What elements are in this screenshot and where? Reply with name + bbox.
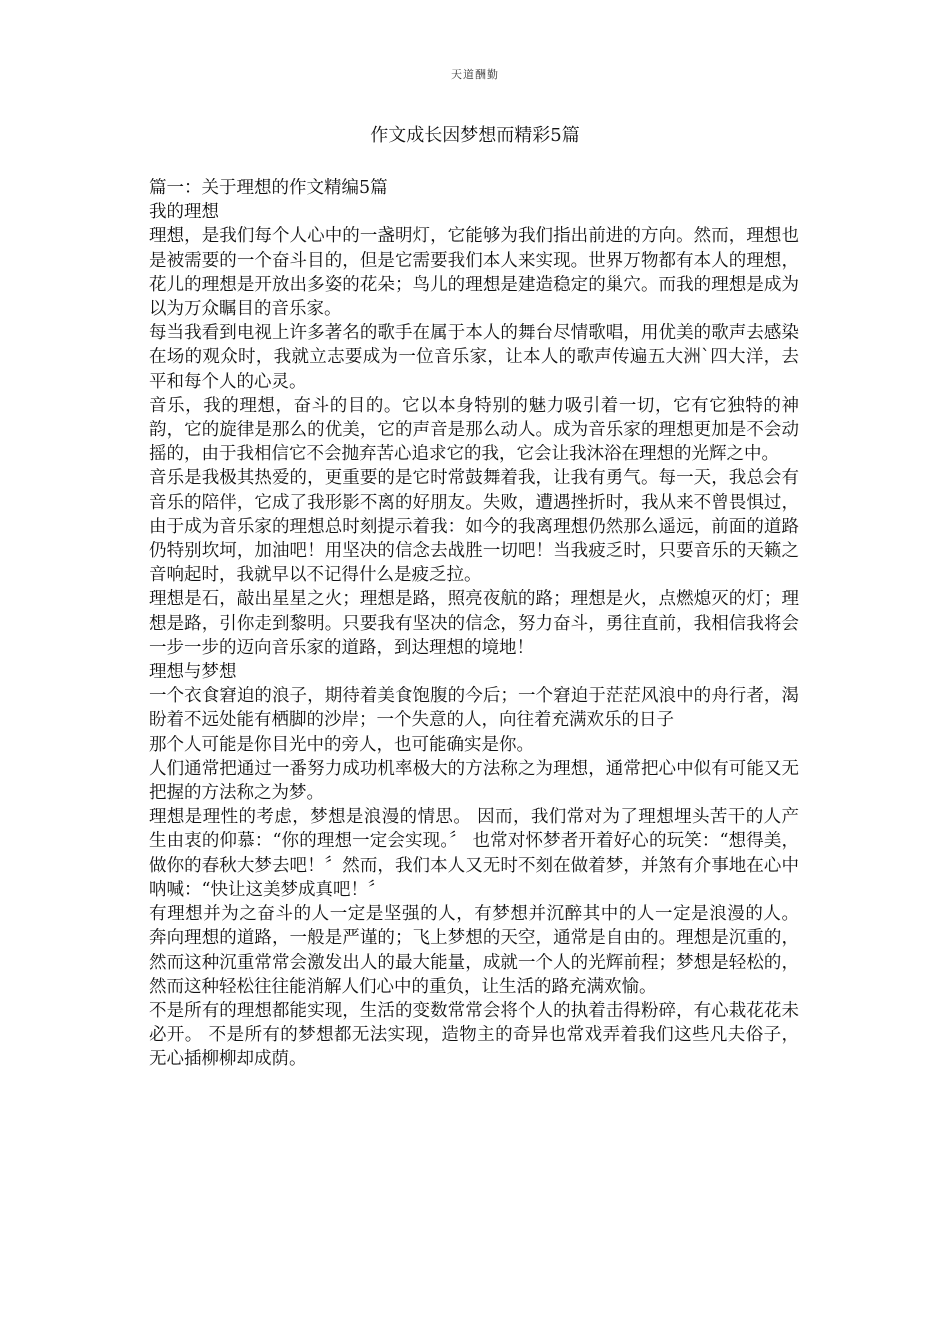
paragraph: 一个衣食窘迫的浪子，期待着美食饱腹的今后；一个窘迫于茫茫风浪中的舟行者，渴盼着不远处能有栖脚的沙岸；一个失意的人，向往着充满欢乐的日子	[149, 686, 799, 731]
paragraph: 那个人可能是你目光中的旁人，也可能确实是你。	[149, 734, 534, 755]
paragraph: 理想，是我们每个人心中的一盏明灯，它能够为我们指出前进的方向。然而，理想也是被需要的一个奋斗目的，但是它需要我们本人来实现。世界万物都有本人的理想，花儿的理想是开放出多姿的花朵；鸟儿的理想是建造稳定的巢穴。而我的理想是成为以为万众瞩目的音乐家。	[149, 226, 799, 320]
paragraph: 理想是理性的考虑，梦想是浪漫的情思。 因而，我们常对为了理想埋头苦干的人产生由衷的仰慕：“你的理想一定会实现。〞 也常对怀梦者开着好心的玩笑：“想得美，做你的春秋大梦去吧！〞然而，我们本人又无时不刻在做着梦，并煞有介事地在心中呐喊：“快让这美梦成真吧！〞	[149, 807, 799, 900]
paragraph: 音乐是我极其热爱的，更重要的是它时常鼓舞着我，让我有勇气。每一天，我总会有音乐的陪伴，它成了我形影不离的好朋友。失败，遭遇挫折时，我从来不曾畏惧过，由于成为音乐家的理想总时刻提示着我：如今的我离理想仍然那么遥远，前面的道路仍特别坎坷，加油吧！用坚决的信念去战胜一切吧！当我疲乏时，只要音乐的天籁之音响起时，我就早以不记得什么是疲乏拉。	[149, 468, 799, 586]
section-heading: 篇一：关于理想的作文精编5篇	[149, 178, 388, 198]
paragraph: 理想是石，敲出星星之火；理想是路，照亮夜航的路；理想是火，点燃熄灭的灯；理想是路，引你走到黎明。只要我有坚决的信念，努力奋斗，勇往直前，我相信我将会一步一步的迈向音乐家的道路，到达理想的境地！	[149, 589, 799, 658]
paragraph: 音乐，我的理想，奋斗的目的。它以本身特别的魅力吸引着一切，它有它独特的神韵，它的旋律是那么的优美，它的声音是那么动人。成为音乐家的理想更加是不会动摇的，由于我相信它不会抛弃苦心追求它的我，它会让我沐浴在理想的光辉之中。	[149, 395, 799, 465]
paragraph: 有理想并为之奋斗的人一定是坚强的人，有梦想并沉醉其中的人一定是浪漫的人。 奔向理想的道路，一般是严谨的；飞上梦想的天空，通常是自由的。理想是沉重的，然而这种沉重常常会激发出人的最大能量，成就一个人的光辉前程；梦想是轻松的，然而这种轻松往往能消解人们心中的重负，让生活的路充满欢愉。	[149, 904, 799, 997]
document-title: 作文成长因梦想而精彩5篇	[370, 125, 580, 146]
paragraph: 每当我看到电视上许多著名的歌手在属于本人的舞台尽情歌唱，用优美的歌声去感染在场的观众时，我就立志要成为一位音乐家，让本人的歌声传遍五大洲`四大洋，去平和每个人的心灵。	[149, 323, 799, 392]
page-header: 天道酬勤	[451, 68, 499, 81]
document-body	[149, 176, 799, 1072]
paragraph: 人们通常把通过一番努力成功机率极大的方法称之为理想，通常把心中似有可能又无把握的方法称之为梦。	[149, 758, 799, 804]
essay-title: 理想与梦想	[149, 662, 237, 683]
paragraph: 不是所有的理想都能实现，生活的变数常常会将个人的执着击得粉碎，有心栽花花未必开。 不是所有的梦想都无法实现，造物主的奇异也常戏弄着我们这些凡夫俗子，无心插柳柳却成荫。	[149, 1000, 799, 1070]
essay-title: 我的理想	[149, 202, 219, 223]
